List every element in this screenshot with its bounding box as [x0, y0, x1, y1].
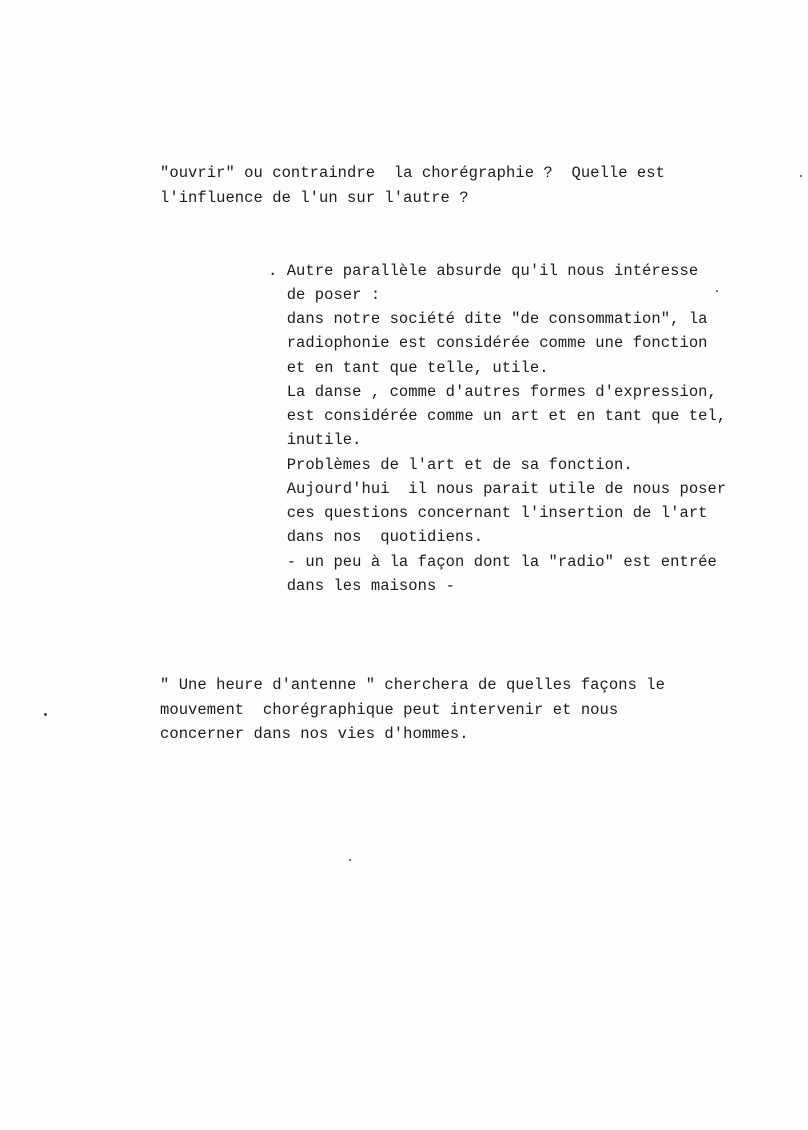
- indented-line: ces questions concernant l'insertion de l'art: [268, 504, 708, 522]
- closing-line: " Une heure d'antenne " cherchera de quelles façons le: [160, 676, 665, 694]
- scan-speck: [716, 290, 718, 292]
- closing-line: mouvement chorégraphique peut intervenir et nous: [160, 701, 619, 719]
- scan-speck: [800, 175, 802, 177]
- indented-line: dans notre société dite "de consommation", la: [268, 310, 708, 328]
- intro-line: "ouvrir" ou contraindre la chorégraphie ? Quelle est: [160, 164, 665, 182]
- indented-line: de poser :: [268, 286, 381, 304]
- indented-line: dans nos quotidiens.: [268, 528, 484, 546]
- indented-line: et en tant que telle, utile.: [268, 359, 549, 377]
- indented-line: - un peu à la façon dont la "radio" est entrée: [268, 553, 717, 571]
- scan-speck: [44, 713, 47, 716]
- scan-speck: [349, 859, 351, 861]
- indented-line: inutile.: [268, 431, 362, 449]
- indented-line: est considérée comme un art et en tant que tel,: [268, 407, 727, 425]
- indented-line: La danse , comme d'autres formes d'expression,: [268, 383, 717, 401]
- indented-line: . Autre parallèle absurde qu'il nous intéresse: [268, 262, 699, 280]
- indented-line: Aujourd'hui il nous parait utile de nous poser: [268, 480, 727, 498]
- closing-line: concerner dans nos vies d'hommes.: [160, 725, 469, 743]
- intro-line: l'influence de l'un sur l'autre ?: [160, 189, 469, 207]
- indented-line: dans les maisons -: [268, 577, 456, 595]
- indented-line: Problèmes de l'art et de sa fonction.: [268, 456, 633, 474]
- indented-line: radiophonie est considérée comme une fonction: [268, 334, 708, 352]
